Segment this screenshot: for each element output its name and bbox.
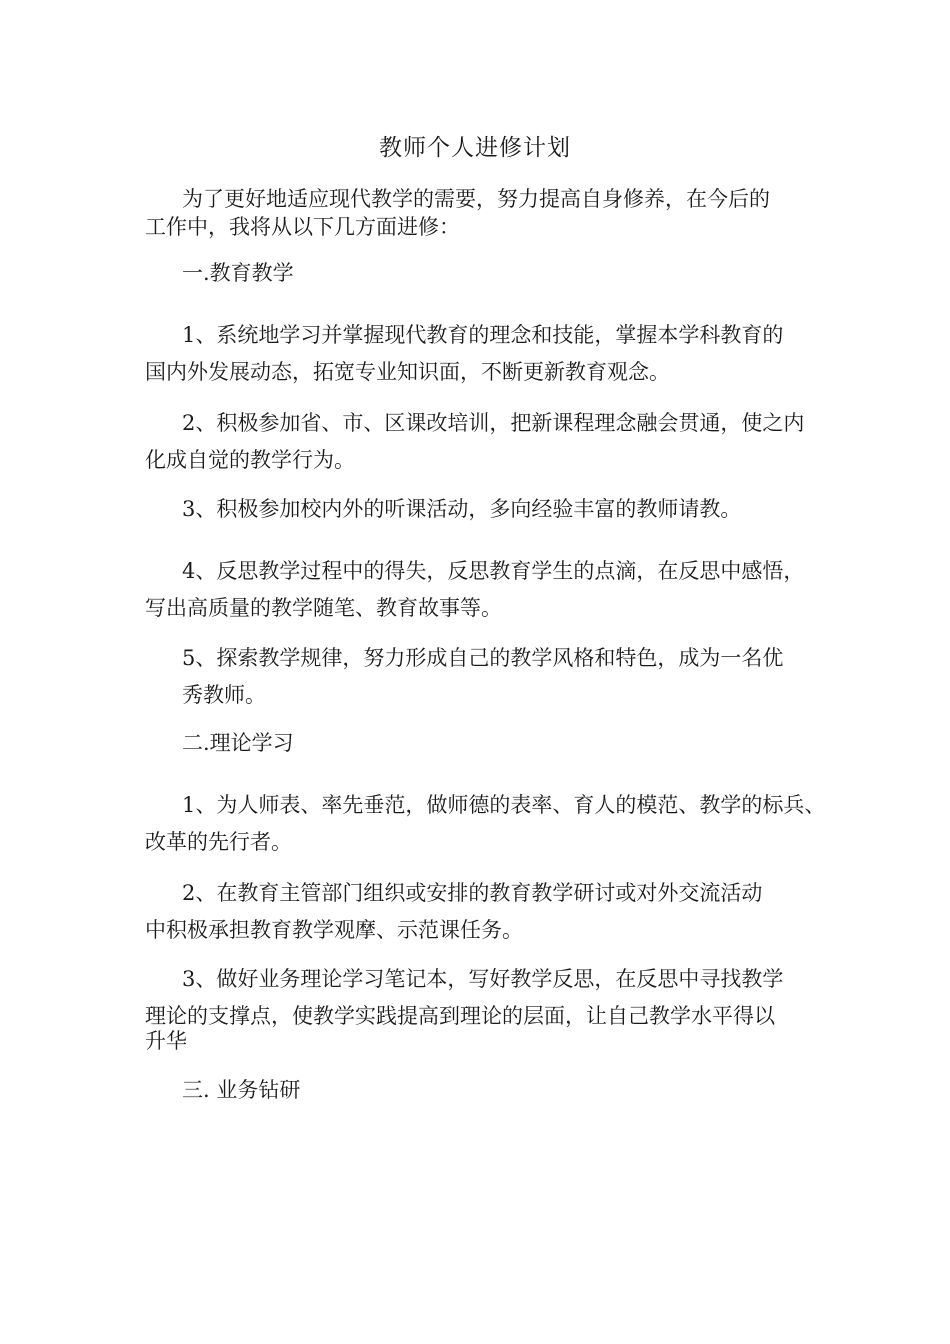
item-line: 改革的先行者。: [145, 830, 292, 854]
document-title: 教师个人进修计划: [379, 135, 571, 161]
section-heading: 二.理论学习: [182, 731, 294, 755]
item-line: 2、在教育主管部门组织或安排的教育教学研讨或对外交流活动: [182, 881, 763, 905]
item-line: 4、反思教学过程中的得失，反思教育学生的点滴，在反思中感悟，: [182, 559, 805, 583]
item-line: 2、积极参加省、市、区课改培训，把新课程理念融会贯通，使之内: [182, 411, 805, 435]
item-line: 中积极承担教育教学观摩、示范课任务。: [145, 918, 523, 942]
intro-line: 为了更好地适应现代教学的需要，努力提高自身修养，在今后的: [182, 187, 770, 211]
item-line: 1、系统地学习并掌握现代教育的理念和技能，掌握本学科教育的: [182, 323, 784, 347]
item-line: 5、探索教学规律，努力形成自己的教学风格和特色，成为一名优: [182, 646, 784, 670]
item-line: 国内外发展动态，拓宽专业知识面，不断更新教育观念。: [145, 360, 670, 384]
item-line: 秀教师。: [182, 683, 266, 707]
item-line: 升华: [145, 1029, 187, 1053]
item-line: 化成自觉的教学行为。: [145, 448, 355, 472]
item-line: 1、为人师表、率先垂范，做师德的表率、育人的模范、教学的标兵、: [182, 793, 826, 817]
item-line: 理论的支撑点，使教学实践提高到理论的层面，让自己教学水平得以: [145, 1004, 775, 1028]
item-line: 写出高质量的教学随笔、教育故事等。: [145, 596, 502, 620]
section-heading: 一.教育教学: [182, 261, 294, 285]
section-heading: 三. 业务钻研: [182, 1078, 301, 1102]
item-line: 3、积极参加校内外的听课活动，多向经验丰富的教师请教。: [182, 497, 742, 521]
item-line: 3、做好业务理论学习笔记本，写好教学反思，在反思中寻找教学: [182, 967, 784, 991]
intro-line: 工作中，我将从以下几方面进修：: [145, 215, 460, 239]
